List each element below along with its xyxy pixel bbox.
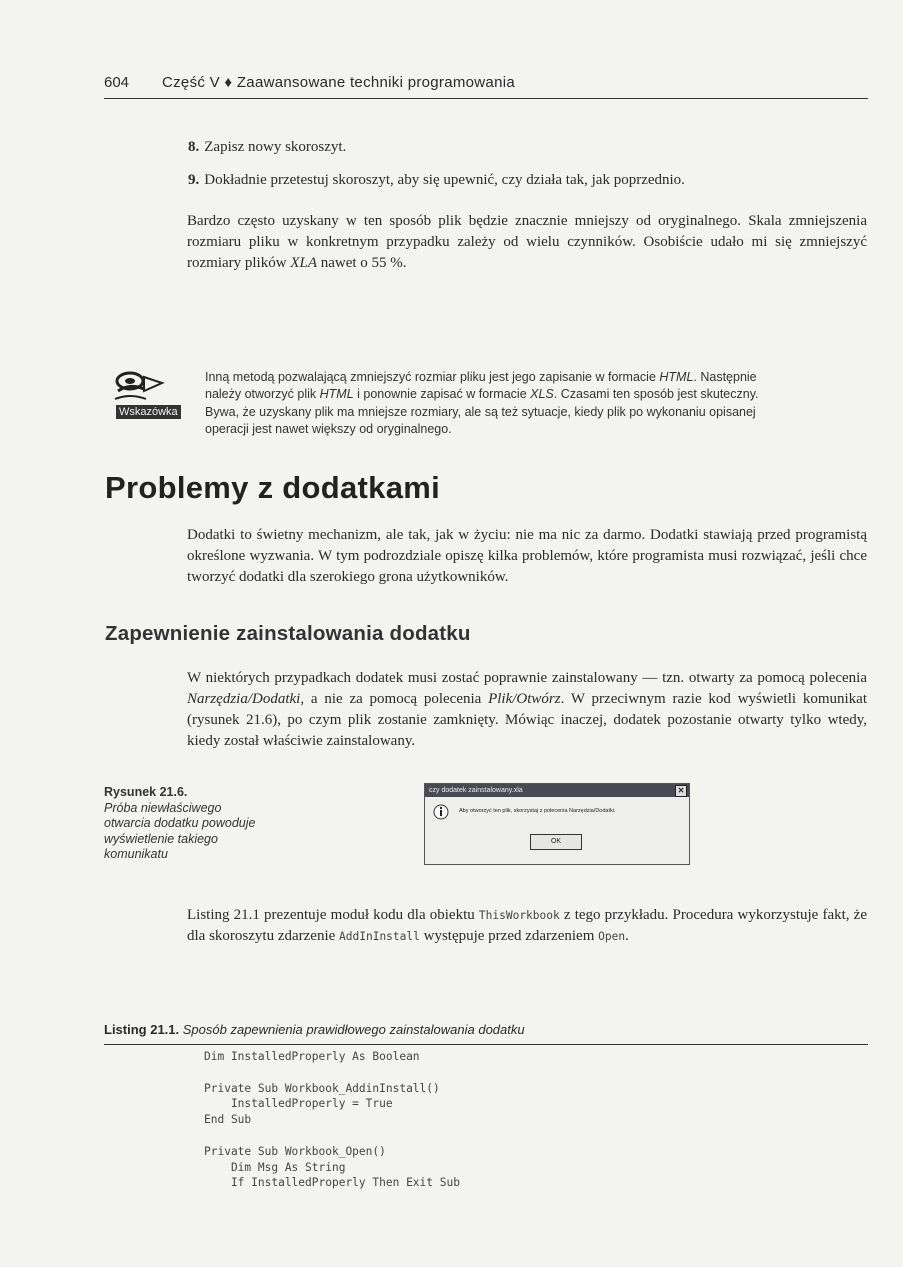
listing-intro: Listing 21.1 prezentuje moduł kodu dla obiektu ThisWorkbook z tego przykładu. Procedura wykorzystuje fakt, że dla skoroszytu zdarzenie AddInInstall występuje przed zdarzeniem Open. [187,907,867,944]
step-number: 9. [188,172,200,188]
step-text: Zapisz nowy skoroszyt. [204,139,347,155]
subsection-paragraph: W niektórych przypadkach dodatek musi zostać poprawnie zainstalowany — tzn. otwarty za pomocą polecenia Narzędzia/Dodatki, a nie za pomocą polecenia Plik/Otwórz. W przeciwnym razie kod wyświetli komunikat (rysunek 21.6), po czym plik zostanie zamknięty. Mówiąc inaczej, dodatek pozostanie otwarty tylko wtedy, kiedy został właściwie zainstalowany. [187,670,867,749]
step-number: 8. [188,139,200,155]
subsection-heading: Zapewnienie zainstalowania dodatku [105,622,471,645]
close-icon[interactable]: ✕ [675,785,687,797]
listing-description: Sposób zapewnienia prawidłowego zainstalowania dodatku [182,1022,525,1037]
running-header [104,72,868,99]
page-number: 604 [104,74,130,91]
code-block: Dim InstalledProperly As Boolean Private Sub Workbook_AddinInstall() InstalledProperly = True End Sub Private Sub Workbook_Open() Dim Msg As String If InstalledProperly Then Exit Sub [204,1050,460,1190]
dialog-message: Aby otworzyć ten plik, skorzystaj z polecenia Narzędzia/Dodatki. [459,808,616,814]
paragraph: Bardzo często uzyskany w ten sposób plik będzie znacznie mniejszy od oryginalnego. Skala zmniejszenia rozmiaru pliku w konkretnym przypadku zależy od wielu czynników. Osobiście udało mi się zmniejszyć rozmiary plików XLA nawet o 55 %. [187,213,867,271]
dialog-title: czy dodatek zainstalowany.xla [429,787,523,794]
step-text: Dokładnie przetestuj skoroszyt, aby się upewnić, czy działa tak, jak poprzednio. [204,172,685,188]
listing-caption [104,1022,868,1045]
section-heading: Problemy z dodatkami [105,470,441,505]
figure-description: Próba niewłaściwego otwarcia dodatku powoduje wyświetlenie takiego komunikatu [104,800,256,861]
info-icon [433,804,449,820]
listing-title: Listing 21.1. [104,1022,180,1037]
step-item [188,137,346,158]
figure-caption [104,785,264,863]
hint-label: Wskazówka [116,405,181,419]
step-item [188,170,685,191]
figure-title: Rysunek 21.6. [104,785,188,799]
hint-text: Inną metodą pozwalającą zmniejszyć rozmiar pliku jest jego zapisanie w formacie HTML. Następnie należy otworzyć plik HTML i ponownie zapisać w formacie XLS. Czasami ten sposób jest skuteczny. Bywa, że uzyskany plik ma mniejsze rozmiary, ale są też sytuacje, kiedy plik po wykonaniu opisanej operacji jest nawet większy od oryginalnego. [205,370,759,436]
ok-button[interactable]: OK [530,834,582,850]
header-title: Część V ♦ Zaawansowane techniki programowania [162,74,515,91]
dialog-titlebar [425,784,689,797]
section-intro: Dodatki to świetny mechanizm, ale tak, jak w życiu: nie ma nic za darmo. Dodatki stawiają przed programistą określone wyzwania. W tym podrozdziale opiszę kilka problemów, które programista musi rozwiązać, jeśli chce tworzyć dodatki dla szerokiego grona użytkowników. [187,527,867,585]
message-dialog [424,783,690,865]
